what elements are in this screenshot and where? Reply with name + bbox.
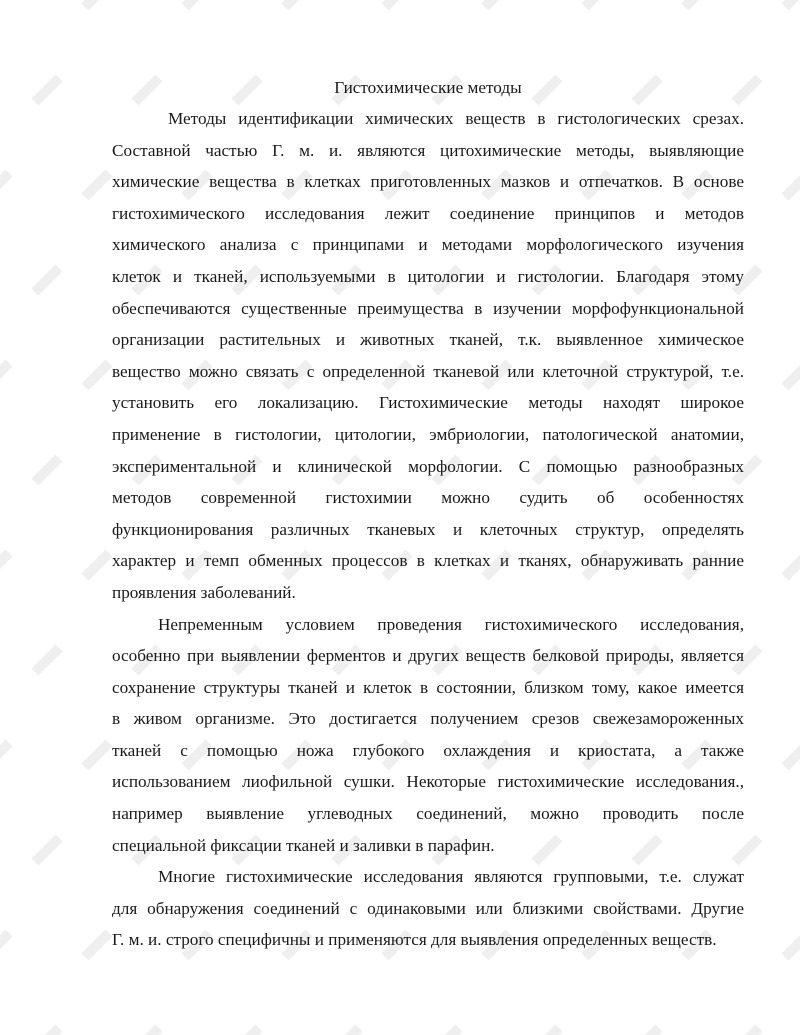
text-line: функционирования различных тканевых и клеточных структур, определять: [112, 519, 744, 539]
text-line: например выявление углеводных соединений, можно проводить после: [112, 804, 744, 824]
text-line: методов современной гистохимии можно судить об особенностях: [112, 488, 744, 508]
text-line: тканей с помощью ножа глубокого охлаждения и криостата, а также: [112, 740, 744, 760]
text-line: особенно при выявлении ферментов и других веществ белковой природы, является: [112, 646, 744, 666]
text-line: в живом организме. Это достигается получением срезов свежезамороженных: [112, 709, 744, 729]
text-line: характер и темп обменных процессов в клетках и тканях, обнаруживать ранние: [112, 551, 744, 571]
text-line: проявления заболеваний.: [112, 582, 296, 602]
text-line: применение в гистологии, цитологии, эмбриологии, патологической анатомии,: [112, 424, 744, 444]
text-line: Методы идентификации химических веществ в гистологических срезах.: [168, 109, 744, 128]
text-line: организации растительных и животных тканей, т.к. выявленное химическое: [112, 330, 744, 350]
text-line: Г. м. и. строго специфичны и применяются для выявления определенных веществ.: [112, 930, 717, 950]
text-line: Непременным условием проведения гистохимического исследования,: [158, 614, 744, 634]
text-line: использованием лиофильной сушки. Некоторые гистохимические исследования.,: [112, 772, 744, 792]
text-line: клеток и тканей, используемыми в цитологии и гистологии. Благодаря этому: [112, 266, 744, 286]
text-line: сохранение структуры тканей и клеток в состоянии, близком тому, какое имеется: [112, 677, 744, 697]
paragraph-3: [112, 861, 744, 956]
text-line: вещество можно связать с определенной тканевой или клеточной структурой, т.е.: [112, 361, 744, 381]
paragraph-1: [112, 103, 744, 609]
text-line: химического анализа с принципами и методами морфологического изучения: [112, 235, 744, 255]
document-body: [112, 72, 744, 956]
document-title: Гистохимические методы: [334, 78, 522, 97]
text-line: Многие гистохимические исследования являются групповыми, т.е. служат: [158, 867, 744, 887]
text-line: установить его локализацию. Гистохимические методы находят широкое: [112, 393, 744, 413]
text-line: экспериментальной и клинической морфологии. С помощью разнообразных: [112, 456, 744, 476]
text-line: специальной фиксации тканей и заливки в парафин.: [112, 835, 495, 855]
text-line: обеспечиваются существенные преимущества в изучении морфофункциональной: [112, 298, 744, 318]
text-line: химические вещества в клетках приготовленных мазков и отпечатков. В основе: [112, 172, 744, 192]
text-line: гистохимического исследования лежит соединение принципов и методов: [112, 203, 744, 223]
text-line: Составной частью Г. м. и. являются цитохимические методы, выявляющие: [112, 140, 744, 160]
text-line: для обнаружения соединений с одинаковыми или близкими свойствами. Другие: [112, 898, 744, 918]
paragraph-2: [112, 609, 744, 862]
